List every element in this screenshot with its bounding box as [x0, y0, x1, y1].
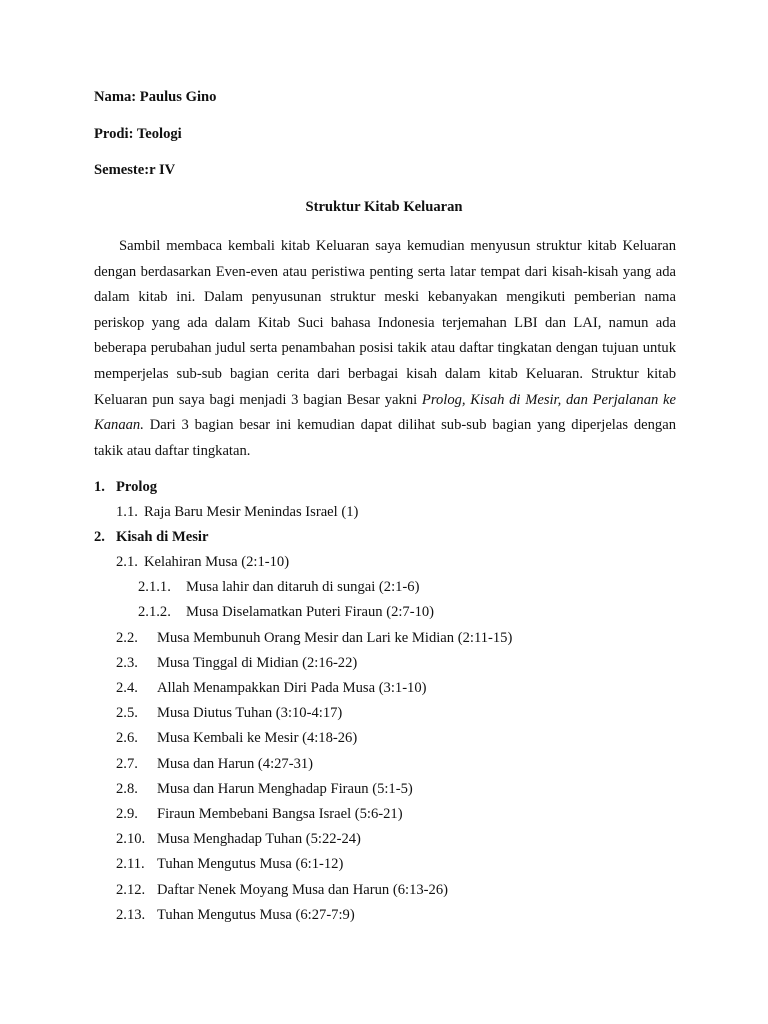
semester: Semeste:r IV	[94, 162, 176, 178]
outline-item-number: 2.11.	[116, 856, 145, 872]
outline-item-label: Musa Membunuh Orang Mesir dan Lari ke Midian (2:11-15)	[157, 630, 513, 646]
outline-item-number: 2.6.	[116, 730, 138, 746]
outline-item-number: 2.7.	[116, 756, 138, 772]
outline-item-label: Prolog	[116, 479, 158, 495]
paragraph-italic-parts: Prolog, Kisah di Mesir, dan Perjalanan ke Kanaan.	[94, 391, 676, 434]
document-title: Struktur Kitab Keluaran	[305, 199, 463, 215]
outline-item-label: Musa Diutus Tuhan (3:10-4:17)	[157, 705, 343, 721]
outline-item-label: Musa Tinggal di Midian (2:16-22)	[157, 655, 358, 671]
paragraph-text-after: Dari 3 bagian besar ini kemudian dapat dilihat sub-sub bagian yang diperjelas dengan takik atau daftar tingkatan.	[94, 417, 676, 459]
outline-item-number: 2.3.	[116, 655, 138, 671]
student-name: Nama: Paulus Gino	[94, 89, 217, 105]
outline-item-label: Kelahiran Musa (2:1-10)	[144, 554, 290, 570]
outline-item-label: Kisah di Mesir	[116, 529, 209, 545]
paragraph-text-before: Sambil membaca kembali kitab Keluaran saya kemudian menyusun struktur kitab Keluaran dengan berdasarkan Even-even atau peristiwa penting serta latar tempat dari kisah-kisah yang ada dalam kitab ini. Dalam penyusunan struktur meski kebanyakan mengikuti pemberian nama periskop yang ada dalam Kitab Suci bahasa Indonesia terjemahan LBI dan LAI, namun ada beberapa perubahan judul serta penambahan posisi takik atau daftar tingkatan dengan tujuan untuk memperjelas sub-sub bagian cerita dari berbagai kisah dalam kitab Keluaran. Struktur kitab Keluaran pun saya bagi menjadi 3 bagian Besar yakni	[94, 238, 676, 408]
outline-item-label: Tuhan Mengutus Musa (6:27-7:9)	[157, 907, 355, 923]
outline-item-number: 2.8.	[116, 781, 138, 797]
outline-item-number: 2.1.2.	[138, 604, 171, 620]
outline-item-number: 2.2.	[116, 630, 138, 646]
outline-item-label: Raja Baru Mesir Menindas Israel (1)	[144, 504, 359, 520]
outline-item-label: Musa Kembali ke Mesir (4:18-26)	[157, 730, 358, 746]
outline-item-number: 2.9.	[116, 806, 138, 822]
outline-item-label: Daftar Nenek Moyang Musa dan Harun (6:13-26)	[157, 882, 448, 898]
outline-item-number: 2.5.	[116, 705, 138, 721]
outline-item-number: 2.1.1.	[138, 579, 171, 595]
outline-item-label: Musa Diselamatkan Puteri Firaun (2:7-10)	[186, 604, 435, 620]
outline-item-number: 2.12.	[116, 882, 146, 898]
study-program: Prodi: Teologi	[94, 126, 182, 142]
outline-item-number: 2.1.	[116, 554, 138, 570]
outline-item-label: Musa dan Harun (4:27-31)	[157, 756, 314, 772]
intro-paragraph	[94, 234, 676, 464]
outline-item-label: Firaun Membebani Bangsa Israel (5:6-21)	[157, 806, 403, 822]
outline-item-label: Musa Menghadap Tuhan (5:22-24)	[157, 831, 361, 847]
outline-item-label: Tuhan Mengutus Musa (6:1-12)	[157, 856, 344, 872]
outline-item-number: 2.10.	[116, 831, 146, 847]
outline-item-label: Allah Menampakkan Diri Pada Musa (3:1-10)	[157, 680, 427, 696]
outline-item-number: 1.	[94, 479, 105, 495]
outline-item-number: 2.4.	[116, 680, 138, 696]
outline-item-number: 2.	[94, 529, 105, 545]
outline-item-label: Musa lahir dan ditaruh di sungai (2:1-6)	[186, 579, 420, 595]
outline-item-number: 1.1.	[116, 504, 138, 520]
outline-item-label: Musa dan Harun Menghadap Firaun (5:1-5)	[157, 781, 413, 797]
outline-item-number: 2.13.	[116, 907, 146, 923]
